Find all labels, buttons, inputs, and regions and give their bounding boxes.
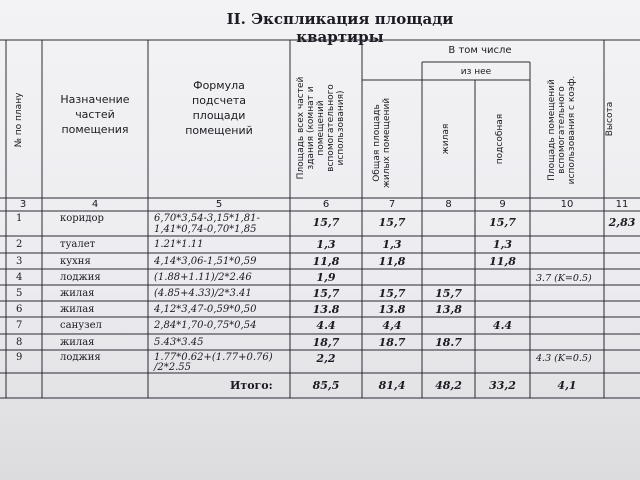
row-no: 7: [16, 320, 23, 331]
row-aux: 1,3: [492, 238, 513, 251]
row-total: 15,7: [378, 287, 406, 300]
row-formula: 4,14*3,06-1,51*0,59: [154, 256, 257, 267]
row-no: 8: [16, 337, 23, 348]
row-total: 1,3: [382, 238, 402, 251]
row-formula: 5.43*3.45: [154, 337, 204, 348]
header-area-total: Площадь всех частей здания (комнат и помещений вспомогательного использования): [296, 76, 346, 180]
row-aux: 15,7: [489, 216, 516, 229]
row-no: 1: [16, 213, 23, 224]
totals-aux: 33,2: [489, 379, 516, 392]
row-no: 2: [16, 239, 23, 250]
row-name: жилая: [60, 337, 95, 348]
totals-living: 48,2: [435, 379, 462, 392]
header-of-which: из нее: [460, 67, 492, 77]
col-number: 3: [19, 199, 27, 210]
col-number: 7: [388, 199, 396, 210]
header-purpose: Назначение частей помещения: [60, 93, 130, 136]
col-number: 10: [560, 199, 574, 210]
row-name: коридор: [60, 213, 104, 224]
row-name: санузел: [60, 320, 102, 331]
row-aux: 4.4: [492, 319, 513, 332]
row-no: 9: [16, 352, 23, 363]
row-total: 15,7: [378, 216, 406, 229]
row-formula: 1.77*0.62+(1.77+0.76): [154, 352, 273, 363]
header-auxiliary: подсобная: [495, 113, 505, 165]
row-no: 4: [16, 272, 23, 283]
row-no: 5: [16, 288, 23, 299]
row-living: 15,7: [435, 287, 462, 300]
row-area: 18,7: [312, 336, 340, 349]
row-formula: 4,12*3,47-0,59*0,50: [154, 304, 257, 315]
row-formula: 2,84*1,70-0,75*0,54: [154, 320, 257, 331]
row-name: жилая: [60, 288, 95, 299]
row-name: лоджия: [60, 352, 101, 363]
totals-label: Итого:: [230, 379, 273, 392]
row-living: 13,8: [435, 303, 462, 316]
row-area: 1,9: [316, 271, 336, 284]
row-aux: 11,8: [489, 255, 516, 268]
col-number: 4: [91, 199, 99, 210]
row-formula: /2*2.55: [154, 362, 191, 373]
row-formula: (1.88+1.11)/2*2.46: [154, 272, 252, 283]
row-area: 4.4: [316, 319, 336, 332]
header-height: Высота: [605, 101, 615, 137]
col-number: 9: [499, 199, 506, 210]
row-area: 2,2: [316, 352, 336, 365]
row-formula: 6,70*3,54-3,15*1,81-: [154, 213, 260, 224]
totals-area: 85,5: [312, 379, 340, 392]
row-area: 13.8: [312, 303, 340, 316]
header-no: № по плану: [14, 92, 24, 148]
row-no: 3: [16, 256, 23, 267]
row-total: 18.7: [378, 336, 406, 349]
row-height: 2,83: [608, 216, 636, 229]
totals-total: 81,4: [378, 379, 406, 392]
row-name: лоджия: [60, 272, 101, 283]
row-name: кухня: [60, 256, 91, 267]
header-formula: Формула подсчета площади помещений: [185, 79, 253, 137]
row-no: 6: [16, 304, 23, 315]
row-name: туалет: [60, 239, 96, 250]
row-area: 11,8: [312, 255, 340, 268]
col-number: 6: [322, 199, 330, 210]
header-living: жилая: [441, 123, 451, 155]
header-living-total: Общая площадь жилых помещений: [372, 97, 392, 189]
row-formula: 1.21*1.11: [154, 239, 204, 250]
row-total: 11,8: [378, 255, 406, 268]
page-title: II. Экспликация площади квартиры: [226, 10, 454, 46]
row-area: 15,7: [312, 287, 340, 300]
row-area: 15,7: [312, 216, 340, 229]
row-total: 13.8: [378, 303, 406, 316]
row-name: жилая: [60, 304, 95, 315]
totals-auxc: 4,1: [557, 379, 577, 392]
row-area: 1,3: [316, 238, 336, 251]
col-number: 8: [445, 199, 452, 210]
row-auxc: 3.7 (K=0.5): [536, 273, 592, 284]
col-number: 5: [215, 199, 223, 210]
row-living: 18.7: [435, 336, 462, 349]
header-including: В том числе: [448, 45, 512, 56]
row-formula: (4.85+4.33)/2*3.41: [154, 288, 252, 299]
row-auxc: 4.3 (K=0.5): [536, 353, 592, 364]
row-total: 4,4: [382, 319, 402, 332]
col-number: 11: [615, 199, 629, 210]
header-aux-area: Площадь помещений вспомогательного использования с коэф.: [547, 75, 577, 185]
row-formula: 1,41*0,74-0,70*1,85: [154, 224, 257, 235]
